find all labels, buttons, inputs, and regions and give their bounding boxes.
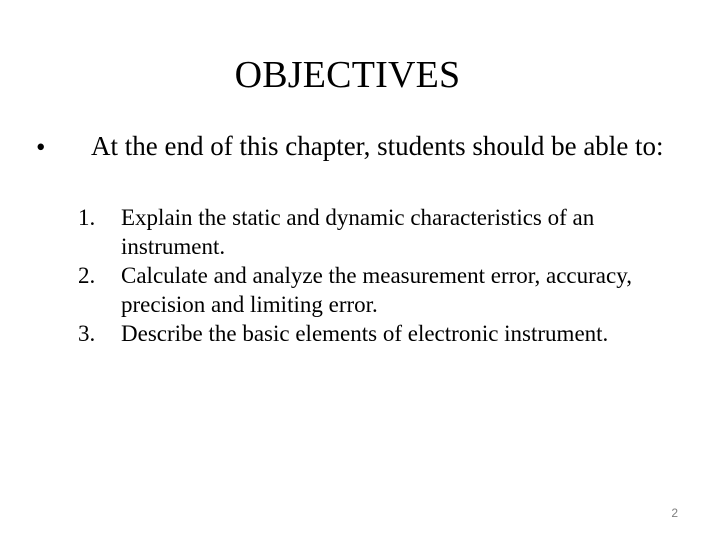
bullet-text: At the end of this chapter, students should be able to: xyxy=(91,131,664,161)
list-item-number: 2. xyxy=(78,263,96,288)
list-item xyxy=(78,319,658,348)
list-item-text: Calculate and analyze the measurement error, accuracy, precision and limiting error. xyxy=(121,263,632,317)
list-item-text: Explain the static and dynamic characteristics of an instrument. xyxy=(121,205,595,259)
list-item-text: Describe the basic elements of electronic instrument. xyxy=(121,321,609,346)
list-item xyxy=(78,261,658,319)
page-number: 2 xyxy=(671,506,678,520)
list-item xyxy=(78,203,658,261)
slide-title: OBJECTIVES xyxy=(234,54,461,96)
list-item-number: 1. xyxy=(78,205,96,230)
objectives-list xyxy=(78,203,658,348)
list-item-number: 3. xyxy=(78,321,96,346)
bullet-marker: • xyxy=(36,132,46,162)
